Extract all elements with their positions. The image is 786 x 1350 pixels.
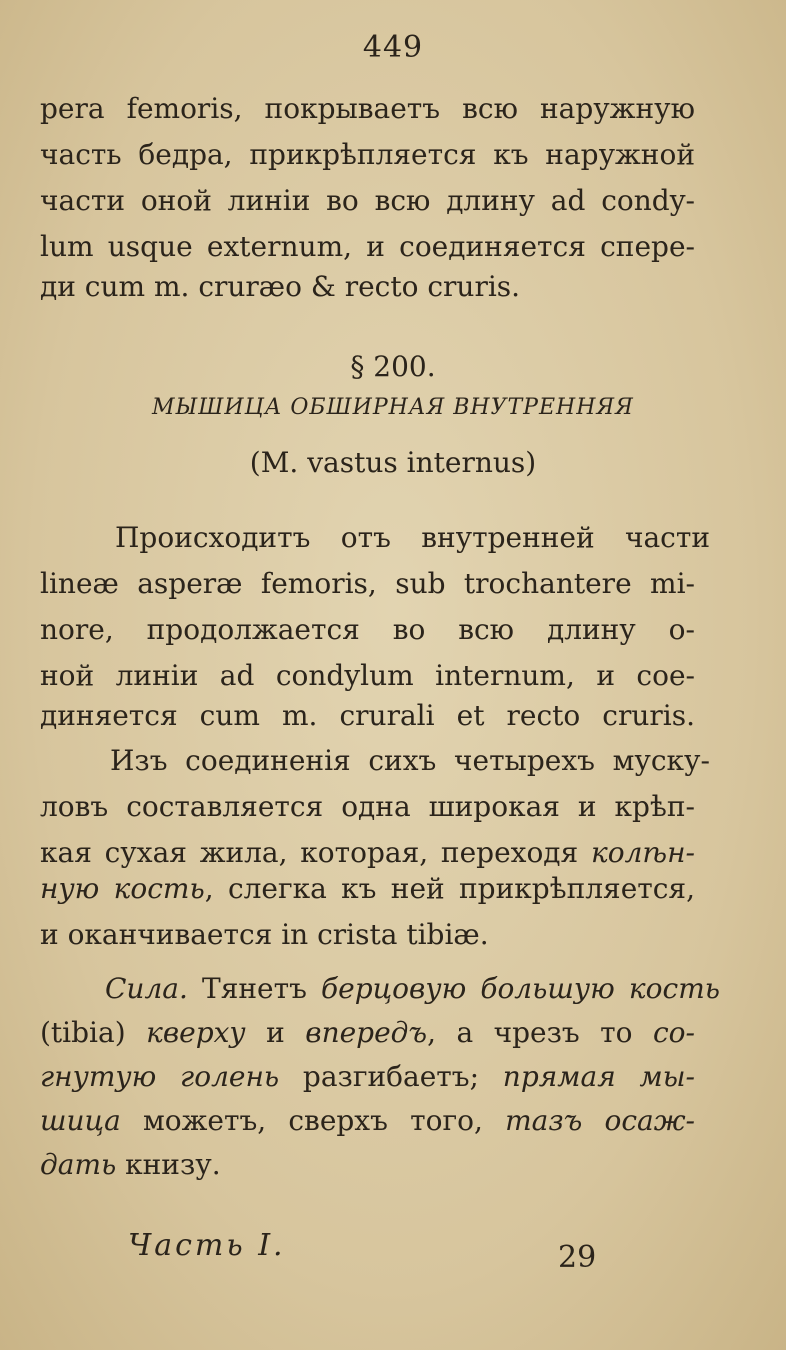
text-line — [40, 1054, 695, 1100]
text-line: ловъ составляется одна широкая и крѣп- — [40, 790, 695, 823]
text-line: диняется cum m. crurali et recto cruris. — [40, 699, 695, 732]
italic-term: шица — [40, 1104, 121, 1137]
text-line: часть бедра, прикрѣпляется къ наружной — [40, 138, 695, 171]
italic-term: колѣн- — [590, 836, 695, 869]
text-run: кая сухая жила, которая, переходя — [40, 836, 591, 869]
text-line: и оканчивается in crista tibiæ. — [40, 918, 489, 951]
italic-term: кверху — [146, 1016, 246, 1049]
text-line: lineæ asperæ femoris, sub trochantere mi- — [40, 567, 695, 600]
text-line: части оной линіи во всю длину ad condy- — [40, 184, 695, 217]
footer-part-label: Часть I. — [128, 1228, 286, 1263]
italic-term: ную кость — [40, 872, 205, 905]
italic-term: тазъ осаж- — [505, 1104, 695, 1137]
text-run: (tibia) — [40, 1016, 147, 1049]
footer-signature-mark: 29 — [558, 1240, 597, 1275]
text-run: можетъ, сверхъ того, — [120, 1104, 506, 1137]
text-run: , а чрезъ то — [427, 1016, 653, 1049]
text-line: nore, продолжается во всю длину о- — [40, 613, 695, 646]
text-line: Происходитъ отъ внутренней части — [115, 521, 710, 554]
text-line: ной линіи ad condylum internum, и соe- — [40, 659, 695, 692]
text-line — [40, 1010, 695, 1056]
text-line — [105, 966, 720, 1012]
text-run: и — [245, 1016, 306, 1049]
text-line: Изъ соединенія сихъ четырехъ муску- — [110, 744, 710, 777]
text-line: ди cum m. cruræo & recto cruris. — [40, 270, 521, 303]
section-title: МЫШИЦА ОБШИРНАЯ ВНУТРЕННЯЯ — [152, 395, 634, 420]
text-run: разгибаетъ; — [279, 1060, 503, 1093]
text-line — [40, 866, 695, 912]
italic-term: гнутую голень — [40, 1060, 280, 1093]
text-line — [40, 1098, 695, 1144]
italic-term: со- — [653, 1016, 695, 1049]
section-number: § 200. — [350, 350, 436, 383]
text-run: книзу. — [116, 1148, 221, 1181]
italic-term: Сила. — [105, 972, 188, 1005]
italic-term: впередъ — [305, 1016, 428, 1049]
section-latin-name: (M. vastus internus) — [249, 446, 537, 479]
text-line: lum usque externum, и соединяется спере- — [40, 230, 695, 263]
text-run: , слегка къ ней прикрѣпляется, — [204, 872, 695, 905]
italic-term: берцовую большую кость — [321, 972, 720, 1005]
italic-term: прямая мы- — [502, 1060, 695, 1093]
text-run: Тянетъ — [187, 972, 322, 1005]
page-number: 449 — [362, 30, 424, 65]
text-line — [40, 1142, 695, 1188]
text-line: pera femoris, покрываетъ всю наружную — [40, 92, 695, 125]
italic-term: дать — [40, 1148, 117, 1181]
